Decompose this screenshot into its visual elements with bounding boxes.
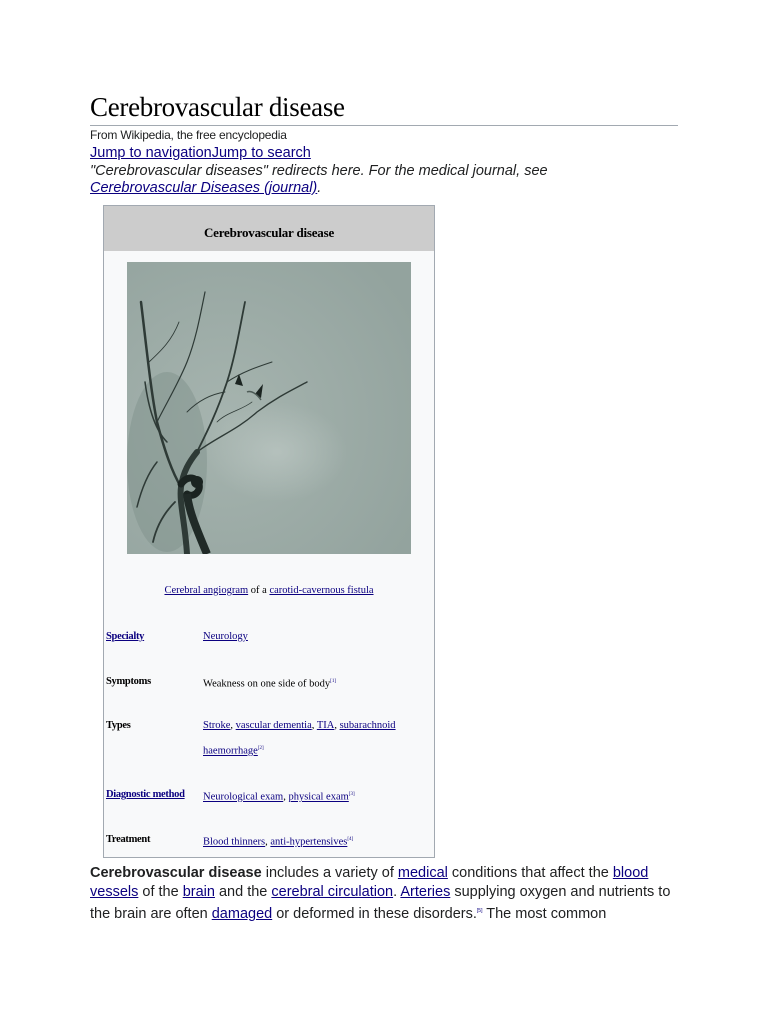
image-caption bbox=[104, 585, 434, 596]
page-title: Cerebrovascular disease bbox=[90, 92, 678, 126]
separator: , bbox=[311, 720, 317, 731]
lead-text: supplying oxygen and nutrients to the brain are often bbox=[90, 884, 671, 922]
lead-text: or deformed in these disorders. bbox=[272, 905, 477, 922]
types-label: Types bbox=[106, 720, 131, 731]
jump-to-navigation-link[interactable]: Jump to navigation bbox=[90, 145, 212, 161]
reference-4[interactable]: [4] bbox=[347, 837, 354, 842]
specialty-value bbox=[203, 625, 423, 648]
infobox bbox=[103, 205, 435, 858]
jump-to-search-link[interactable]: Jump to search bbox=[211, 145, 311, 161]
symptoms-label: Symptoms bbox=[106, 676, 151, 687]
lead-text: of the bbox=[138, 884, 183, 900]
caption-text: of a bbox=[248, 585, 270, 596]
infobox-title: Cerebrovascular disease bbox=[104, 206, 434, 251]
tia-link[interactable]: TIA bbox=[316, 720, 335, 731]
blood-thinners-link[interactable]: Blood thinners bbox=[203, 836, 266, 848]
hatnote-journal-link[interactable]: Cerebrovascular Diseases (journal) bbox=[90, 180, 318, 196]
angiogram-image[interactable] bbox=[127, 262, 411, 554]
angiogram-picture bbox=[127, 262, 411, 554]
separator: , bbox=[265, 836, 271, 848]
separator: , bbox=[283, 791, 289, 803]
treatment-label: Treatment bbox=[106, 834, 151, 845]
reference-1[interactable]: [1] bbox=[330, 679, 337, 684]
symptoms-value bbox=[203, 670, 423, 696]
physical-exam-link[interactable]: physical exam bbox=[288, 791, 349, 803]
separator: , bbox=[230, 720, 236, 731]
hatnote-text: "Cerebrovascular diseases" redirects here. For the medical journal, see bbox=[90, 163, 548, 179]
lead-text: The most common bbox=[482, 905, 607, 922]
arteries-link[interactable]: Arteries bbox=[400, 884, 451, 900]
cerebral-circulation-link[interactable]: cerebral circulation bbox=[271, 884, 394, 900]
stroke-link[interactable]: Stroke bbox=[203, 720, 231, 731]
brain-link[interactable]: brain bbox=[182, 884, 215, 900]
neurology-link[interactable]: Neurology bbox=[203, 631, 248, 642]
diagnostic-method-label-link[interactable]: Diagnostic method bbox=[106, 789, 185, 800]
reference-2[interactable]: [2] bbox=[257, 746, 264, 751]
anti-hypertensives-link[interactable]: anti-hypertensives bbox=[270, 836, 348, 848]
hatnote bbox=[90, 163, 560, 197]
lead-paragraph bbox=[90, 864, 682, 924]
diagnostic-method-value bbox=[203, 783, 423, 809]
subarachnoid-haemorrhage-link[interactable]: subarachnoid haemorrhage bbox=[203, 720, 396, 757]
medical-link[interactable]: medical bbox=[397, 865, 448, 881]
lead-bold-term: Cerebrovascular disease bbox=[90, 865, 262, 881]
damaged-link[interactable]: damaged bbox=[211, 905, 273, 922]
cerebral-angiogram-link[interactable]: Cerebral angiogram bbox=[164, 585, 249, 596]
site-tagline: From Wikipedia, the free encyclopedia bbox=[90, 128, 287, 142]
lead-text: includes a variety of bbox=[261, 865, 398, 881]
neurological-exam-link[interactable]: Neurological exam bbox=[203, 791, 284, 803]
hatnote-suffix: . bbox=[317, 180, 322, 196]
blood-vessels-link[interactable]: blood vessels bbox=[90, 865, 649, 900]
separator: , bbox=[334, 720, 340, 731]
lead-text: and the bbox=[214, 884, 272, 900]
jump-links bbox=[90, 145, 311, 161]
symptoms-text: Weakness on one side of body bbox=[203, 678, 331, 690]
types-value bbox=[203, 714, 423, 763]
reference-5[interactable]: [5] bbox=[476, 908, 483, 914]
reference-3[interactable]: [3] bbox=[348, 792, 355, 797]
lead-text: . bbox=[393, 884, 401, 900]
lead-text: conditions that affect the bbox=[447, 865, 613, 881]
treatment-value bbox=[203, 828, 423, 854]
vascular-dementia-link[interactable]: vascular dementia bbox=[235, 720, 312, 731]
specialty-label-link[interactable]: Specialty bbox=[106, 631, 145, 642]
carotid-cavernous-fistula-link[interactable]: carotid-cavernous fistula bbox=[269, 585, 374, 596]
